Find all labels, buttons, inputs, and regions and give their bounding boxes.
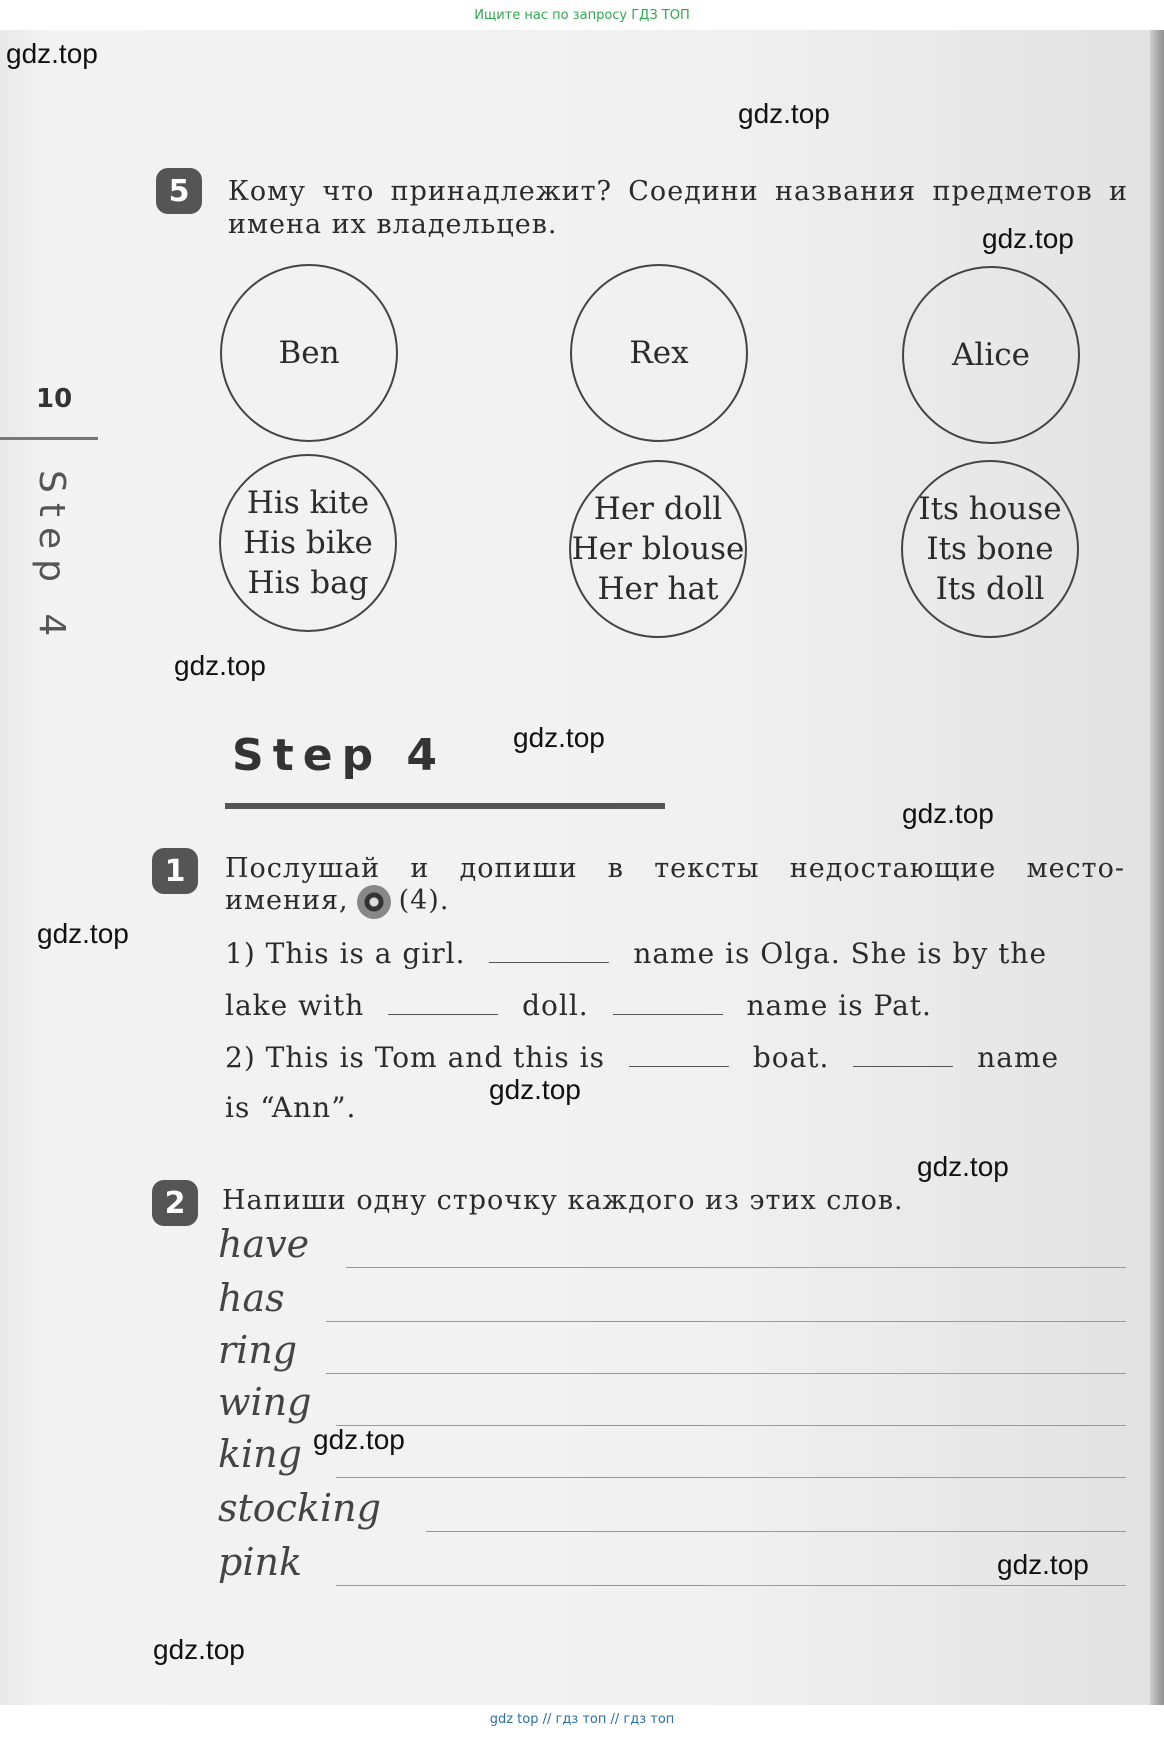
watermark: gdz.top	[37, 918, 129, 949]
writing-line[interactable]	[336, 1425, 1126, 1426]
copy-word: pink	[218, 1540, 302, 1584]
writing-line[interactable]	[346, 1267, 1126, 1268]
answer-blank[interactable]	[613, 986, 723, 1015]
step-title: Step 4	[232, 730, 446, 781]
item-label: Her blouse	[571, 531, 745, 567]
copy-word: have	[218, 1222, 310, 1266]
exercise-line-2: lake with doll. name is Pat.	[225, 986, 932, 1024]
items-circle-his[interactable]	[219, 454, 397, 632]
item-label: His bag	[247, 565, 369, 601]
items-circle-her[interactable]	[569, 460, 747, 638]
copy-word: ring	[218, 1328, 298, 1372]
copy-row	[218, 1538, 1126, 1590]
task1-number-badge: 1	[152, 848, 198, 894]
owner-circle-ben[interactable]: Ben	[220, 264, 398, 442]
copy-row	[218, 1220, 1126, 1272]
page-edge-shadow	[1150, 30, 1164, 1705]
writing-line[interactable]	[336, 1585, 1126, 1586]
footer-note[interactable]: gdz top // гдз топ // гдз топ	[489, 1712, 675, 1727]
task5-instruction: Кому что принадлежит? Соедини названия предметов и имена их владельцев.	[228, 176, 1128, 240]
answer-blank[interactable]	[853, 1038, 953, 1067]
copy-word: has	[218, 1276, 285, 1320]
watermark: gdz.top	[738, 98, 830, 129]
owner-circle-alice[interactable]: Alice	[902, 266, 1080, 444]
writing-line[interactable]	[326, 1321, 1126, 1322]
watermark: gdz.top	[153, 1634, 245, 1665]
copy-word: king	[218, 1432, 302, 1476]
item-label: Her hat	[597, 571, 719, 607]
copy-word: stocking	[218, 1486, 381, 1530]
audio-disc-icon[interactable]	[357, 885, 391, 919]
item-label: His bike	[243, 525, 373, 561]
step-title-rule	[225, 803, 665, 809]
watermark: gdz.top	[997, 1549, 1089, 1580]
watermark: gdz.top	[174, 650, 266, 681]
copy-word: wing	[218, 1380, 312, 1424]
item-label: Her doll	[593, 491, 723, 527]
watermark: gdz.top	[6, 38, 98, 69]
copy-row	[218, 1484, 1126, 1536]
task5-number-badge: 5	[156, 168, 202, 214]
exercise-line-1: 1) This is a girl. name is Olga. She is by the	[225, 934, 1047, 972]
answer-blank[interactable]	[388, 986, 498, 1015]
watermark: gdz.top	[313, 1424, 405, 1455]
exercise-line-4: is “Ann”.	[225, 1091, 357, 1124]
copy-row	[218, 1378, 1126, 1430]
side-step-label: Step 4	[31, 470, 72, 647]
exercise-line-3: 2) This is Tom and this is boat. name	[225, 1038, 1059, 1076]
writing-line[interactable]	[326, 1373, 1126, 1374]
task2-instruction: Напиши одну строчку каждого из этих слов.	[222, 1185, 904, 1216]
item-label: Its house	[918, 491, 1062, 527]
answer-blank[interactable]	[629, 1038, 729, 1067]
header-note[interactable]: Ищите нас по запросу ГДЗ ТОП	[474, 8, 690, 23]
watermark: gdz.top	[902, 798, 994, 829]
items-circle-its[interactable]	[901, 460, 1079, 638]
copy-row	[218, 1274, 1126, 1326]
copy-row	[218, 1430, 1126, 1482]
task1-instruction-cont: имения, (4).	[225, 884, 725, 919]
watermark: gdz.top	[917, 1151, 1009, 1182]
item-label: His kite	[246, 485, 370, 521]
margin-divider	[0, 437, 98, 440]
answer-blank[interactable]	[489, 934, 609, 963]
copy-row	[218, 1326, 1126, 1378]
writing-line[interactable]	[426, 1531, 1126, 1532]
watermark: gdz.top	[513, 722, 605, 753]
item-label: Its bone	[926, 531, 1054, 567]
watermark: gdz.top	[982, 223, 1074, 254]
task1-instruction: Послушай и допиши в тексты недостающие место-	[225, 853, 1125, 884]
writing-line[interactable]	[336, 1477, 1126, 1478]
watermark: gdz.top	[489, 1074, 581, 1105]
task2-number-badge: 2	[152, 1180, 198, 1226]
owner-circle-rex[interactable]: Rex	[570, 264, 748, 442]
item-label: Its doll	[935, 571, 1045, 607]
page-number: 10	[36, 384, 73, 414]
